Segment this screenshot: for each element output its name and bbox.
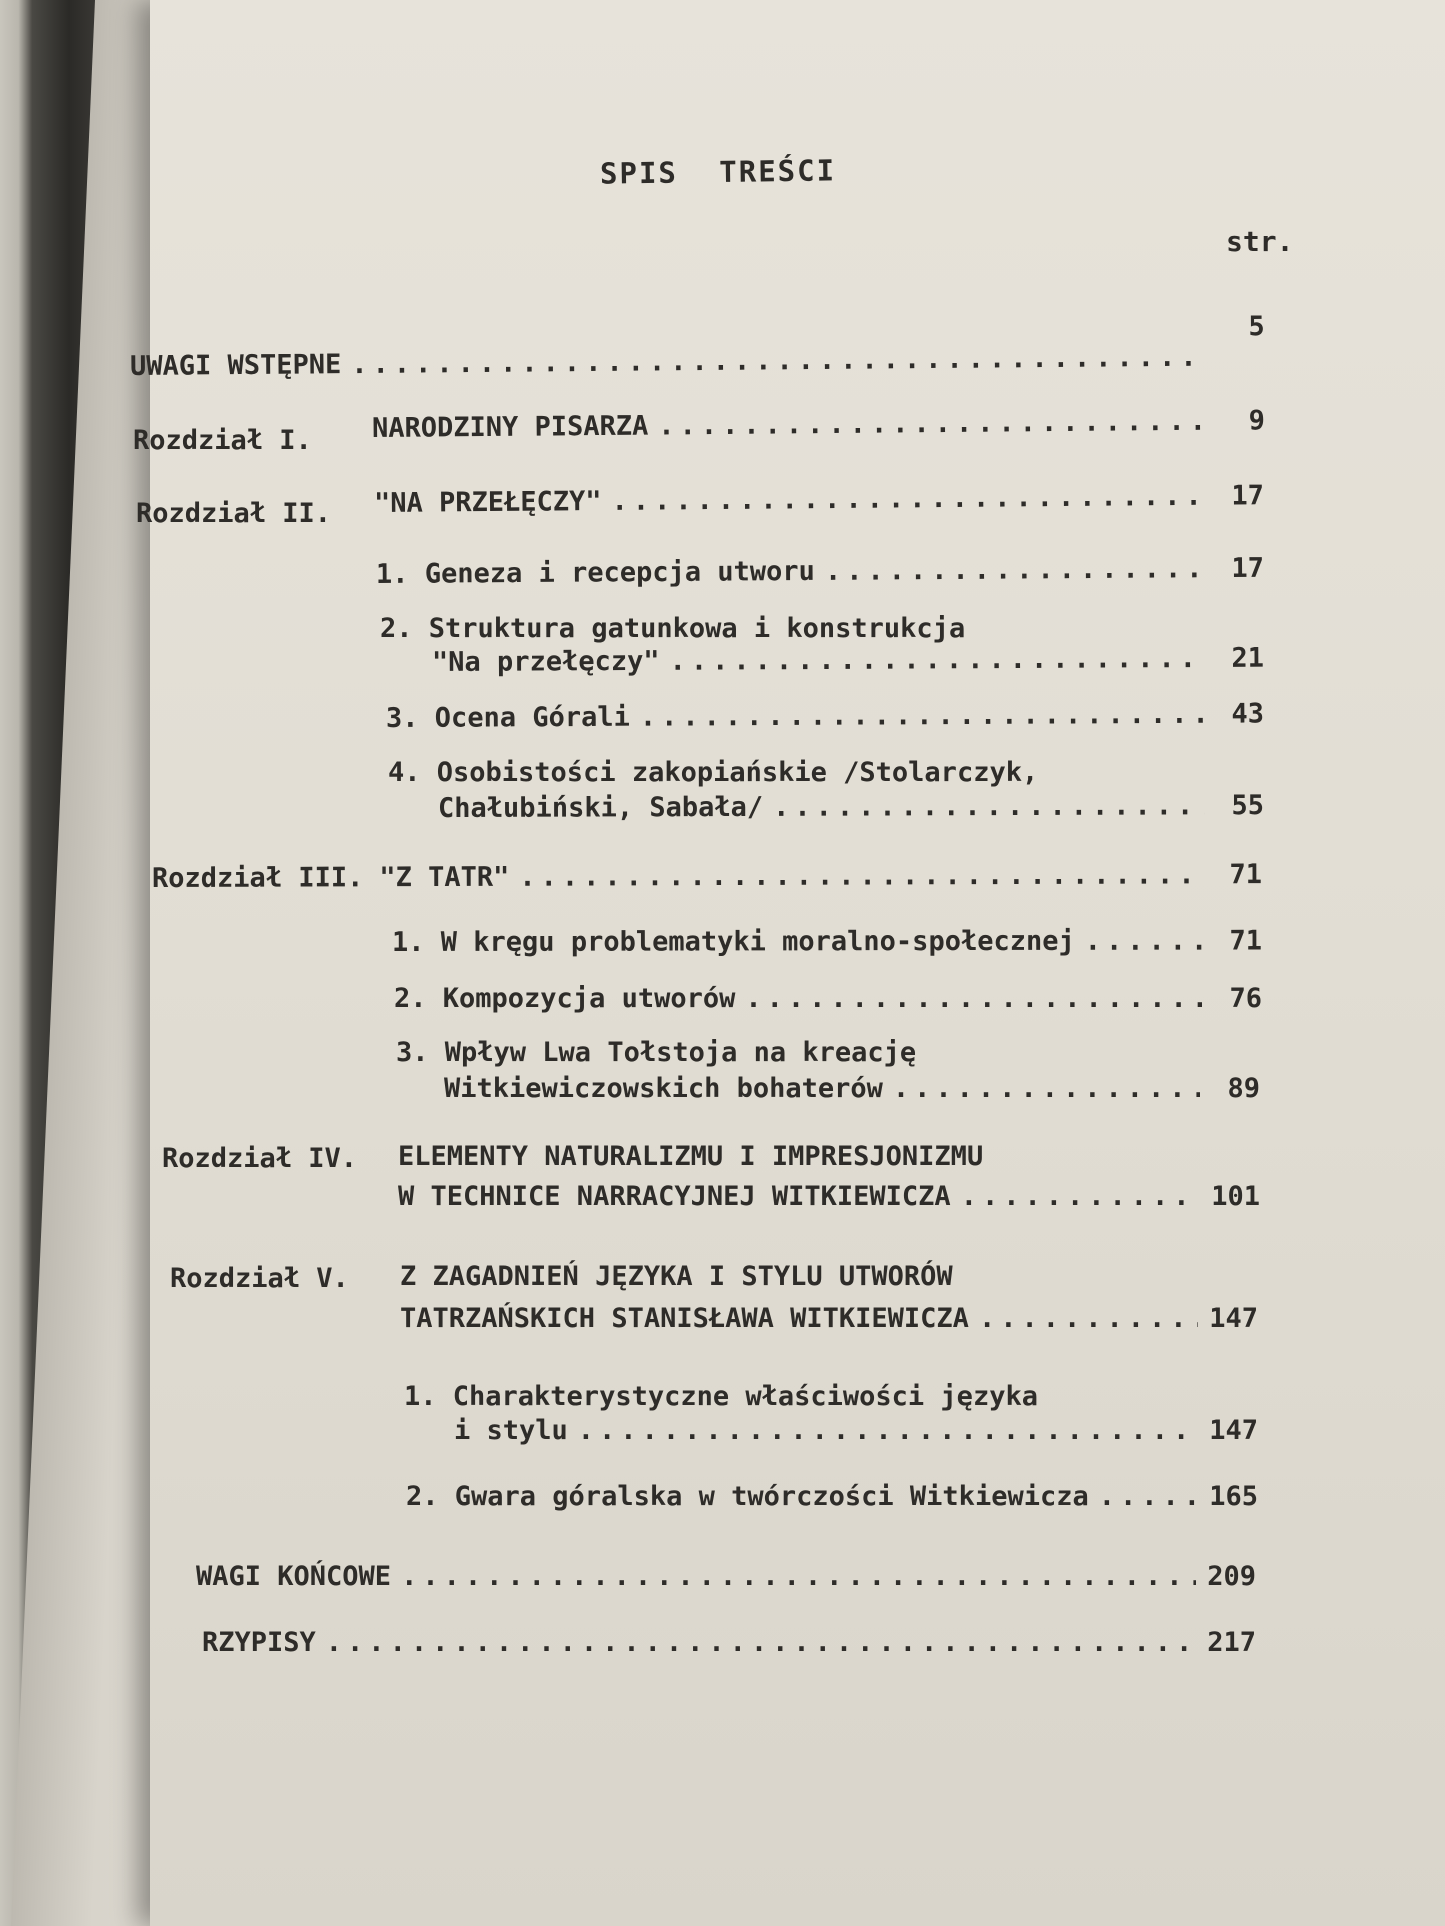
dot-leader xyxy=(640,698,1204,735)
dot-leader xyxy=(326,1626,1196,1660)
toc-entry xyxy=(400,1302,1258,1336)
toc-entry xyxy=(432,642,1264,680)
toc-entry-label: NARODZINY PISARZA xyxy=(371,410,649,444)
dot-leader xyxy=(979,1302,1198,1336)
toc-entry-label: UWAGI WSTĘPNE xyxy=(129,349,342,382)
toc-entry-page: 101 xyxy=(1211,1181,1260,1212)
toc-entry-first-line: 3. Wpływ Lwa Tołstoja na kreację xyxy=(396,1037,917,1068)
toc-entry xyxy=(438,789,1264,826)
toc-entry-label: 1. Geneza i recepcja utworu xyxy=(375,555,816,590)
toc-entry-page: 209 xyxy=(1207,1561,1256,1592)
toc-entry-label: Chałubiński, Sabała/ xyxy=(437,791,764,824)
dot-leader xyxy=(825,552,1204,589)
toc-entry-first-line: ELEMENTY NATURALIZMU I IMPRESJONIZMU xyxy=(398,1141,984,1172)
toc-entry-page: 165 xyxy=(1209,1481,1258,1512)
toc-entry-page: 76 xyxy=(1229,983,1262,1014)
toc-entry-label: i stylu xyxy=(454,1415,568,1446)
dot-leader xyxy=(351,341,1205,382)
toc-entry-page: 217 xyxy=(1207,1627,1256,1658)
toc-entry-label: Witkiewiczowskich bohaterów xyxy=(444,1073,883,1104)
dot-leader xyxy=(401,1560,1196,1594)
toc-entry xyxy=(376,552,1264,592)
toc-chapter-prefix: Rozdział IV. xyxy=(162,1143,358,1174)
dot-leader xyxy=(773,789,1204,825)
toc-entry-first-line: 4. Osobistości zakopiańskie /Stolarczyk, xyxy=(388,757,1039,788)
toc-entry-page: 71 xyxy=(1229,859,1263,891)
dot-leader xyxy=(578,1414,1198,1448)
dot-leader xyxy=(611,480,1204,519)
toc-entry-page: 89 xyxy=(1227,1073,1260,1104)
dot-leader xyxy=(893,1072,1200,1106)
toc-entry xyxy=(406,1480,1258,1514)
pages-column-label: str. xyxy=(1226,225,1294,258)
toc-entry-label: WAGI KOŃCOWE xyxy=(196,1561,392,1592)
toc-entry-label: "Na przełęczy" xyxy=(431,645,660,678)
toc-entry xyxy=(196,1560,1256,1594)
toc-entry xyxy=(202,1626,1256,1660)
toc-entry xyxy=(444,1072,1260,1106)
toc-entry-page: 55 xyxy=(1231,790,1265,822)
toc-entry xyxy=(152,858,1262,896)
toc-entry xyxy=(386,697,1264,736)
toc-entry-page: 21 xyxy=(1231,642,1265,674)
toc-entry-page: 43 xyxy=(1231,698,1265,730)
toc-entry-page: 147 xyxy=(1209,1415,1258,1446)
toc-entry-label: "NA PRZEŁĘCZY" xyxy=(373,486,602,519)
toc-entry-first-line: 2. Struktura gatunkowa i konstrukcja xyxy=(380,613,966,644)
toc-entry xyxy=(372,404,1265,446)
toc-chapter-prefix: Rozdział I. xyxy=(133,425,312,456)
toc-entry-label: W TECHNICE NARRACYJNEJ WITKIEWICZA xyxy=(398,1181,951,1212)
toc-chapter-prefix: Rozdział III. xyxy=(151,862,364,894)
dot-leader xyxy=(961,1180,1200,1214)
toc-entry-label: 3. Ocena Górali xyxy=(385,701,630,734)
toc-entry-label: 2. Kompozycja utworów xyxy=(394,983,736,1014)
toc-entry xyxy=(374,479,1264,521)
dot-leader xyxy=(519,858,1202,894)
toc-entry-page: 147 xyxy=(1209,1303,1258,1334)
toc-entry-label: RZYPISY xyxy=(202,1627,316,1658)
toc-entry-page: 17 xyxy=(1231,480,1265,512)
toc-entry-label: "Z TATR" xyxy=(379,861,510,894)
dot-leader xyxy=(1085,925,1202,959)
toc-entry-label: TATRZAŃSKICH STANISŁAWA WITKIEWICZA xyxy=(400,1303,969,1334)
toc-entry xyxy=(398,1180,1260,1214)
toc-entry-page: 5 xyxy=(1248,311,1265,343)
toc-title: SPIS TREŚCI xyxy=(599,153,837,191)
dot-leader xyxy=(669,642,1204,679)
toc-entry-page: 9 xyxy=(1248,405,1266,437)
toc-entry-page: 71 xyxy=(1229,925,1263,957)
toc-entry-page: 17 xyxy=(1231,552,1265,585)
toc-entry xyxy=(394,982,1262,1016)
toc-entry xyxy=(454,1414,1258,1448)
toc-entry-label: 2. Gwara góralska w twórczości Witkiewicza xyxy=(406,1481,1089,1512)
toc-entry-label: 1. W kręgu problematyki moralno-społecznej xyxy=(391,925,1075,958)
toc-entry xyxy=(392,924,1262,960)
toc-entry-first-line: Z ZAGADNIEŃ JĘZYKA I STYLU UTWORÓW xyxy=(400,1261,953,1292)
toc-chapter-prefix: Rozdział II. xyxy=(136,498,332,529)
toc-entry-first-line: 1. Charakterystyczne właściwości języka xyxy=(404,1381,1038,1412)
dot-leader xyxy=(1099,1480,1198,1514)
toc-chapter-prefix: Rozdział V. xyxy=(170,1263,349,1294)
toc-entry xyxy=(129,311,1265,384)
dot-leader xyxy=(745,982,1202,1016)
dot-leader xyxy=(658,405,1205,444)
